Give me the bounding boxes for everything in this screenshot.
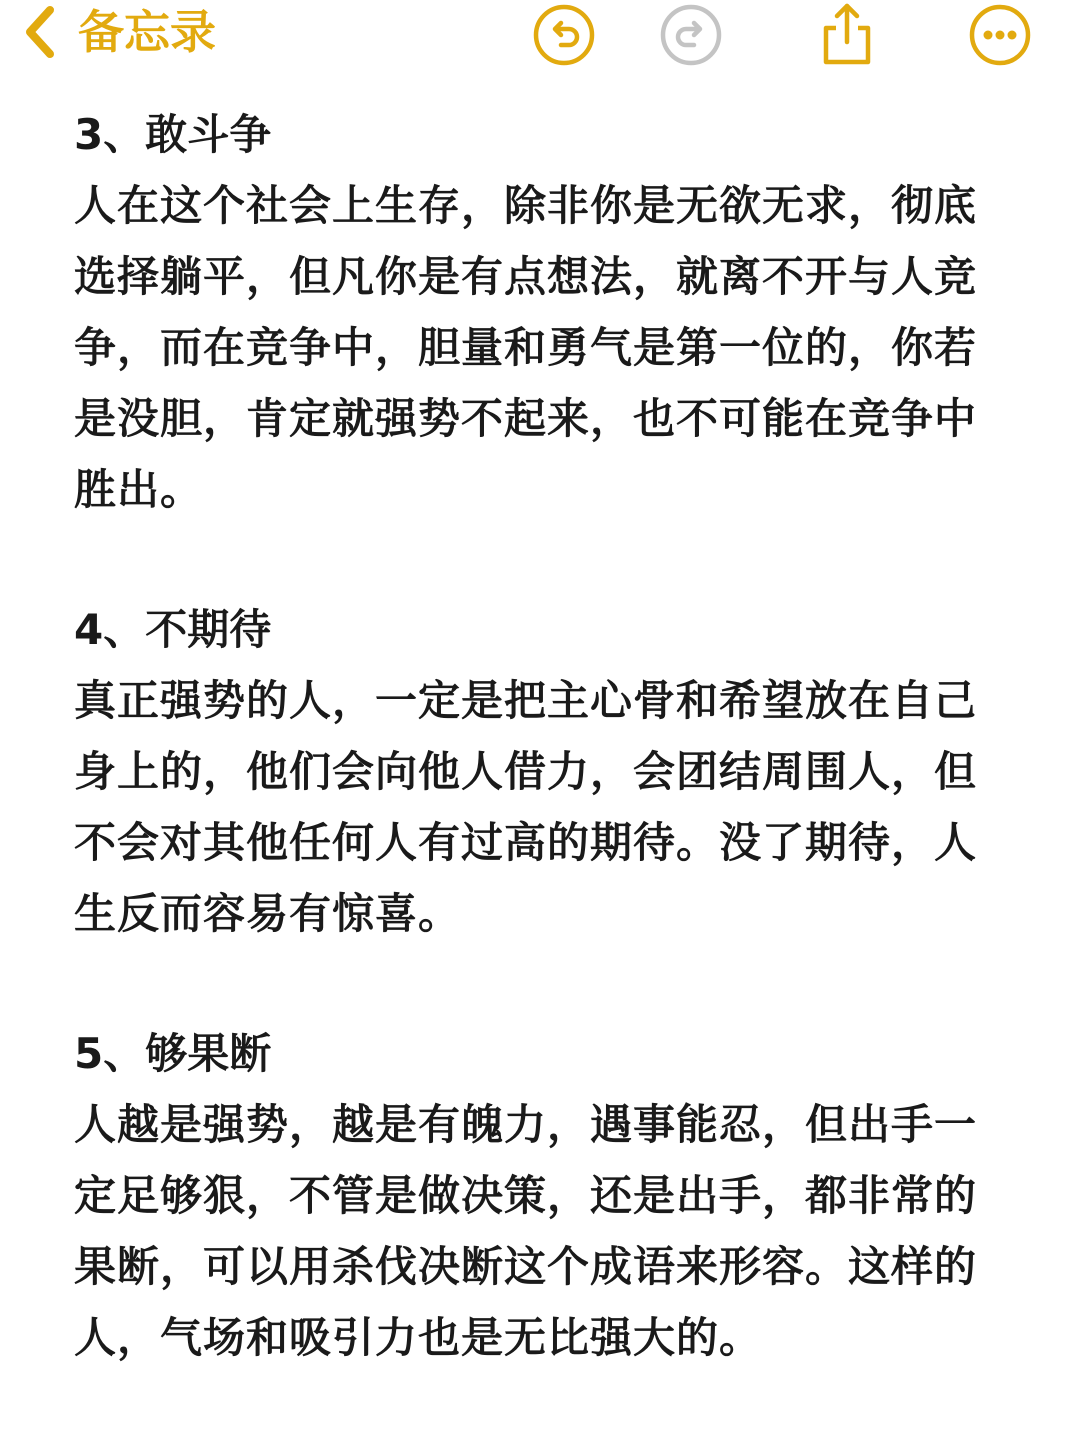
section-heading: 3、敢斗争 — [74, 110, 272, 159]
redo-icon — [658, 2, 724, 68]
more-button[interactable] — [967, 2, 1033, 68]
note-toolbar — [0, 0, 1080, 70]
share-button[interactable] — [814, 2, 880, 68]
note-body[interactable] — [74, 100, 994, 1373]
share-icon — [814, 2, 880, 68]
note-section — [74, 1019, 994, 1373]
section-paragraph: 人在这个社会上生存，除非你是无欲无求，彻底选择躺平，但凡你是有点想法，就离不开与人竞争，而在竞争中，胆量和勇气是第一位的，你若是没胆，肯定就强势不起来，也不可能在竞争中胜出。 — [74, 181, 978, 514]
chevron-left-icon — [22, 4, 58, 60]
section-paragraph: 真正强势的人，一定是把主心骨和希望放在自己身上的，他们会向他人借力，会团结周围人，但不会对其他任何人有过高的期待。没了期待，人生反而容易有惊喜。 — [74, 676, 978, 938]
back-label: 备忘录 — [78, 5, 216, 59]
redo-button[interactable] — [658, 2, 724, 68]
undo-button[interactable] — [531, 2, 597, 68]
undo-icon — [531, 2, 597, 68]
back-button[interactable] — [22, 4, 216, 60]
section-heading: 4、不期待 — [74, 605, 272, 654]
section-heading: 5、够果断 — [74, 1029, 272, 1078]
section-paragraph: 人越是强势，越是有魄力，遇事能忍，但出手一定足够狠，不管是做决策，还是出手，都非常的果断，可以用杀伐决断这个成语来形容。这样的人，气场和吸引力也是无比强大的。 — [74, 1100, 978, 1362]
note-section — [74, 595, 994, 949]
note-section — [74, 100, 994, 525]
more-icon — [967, 2, 1033, 68]
